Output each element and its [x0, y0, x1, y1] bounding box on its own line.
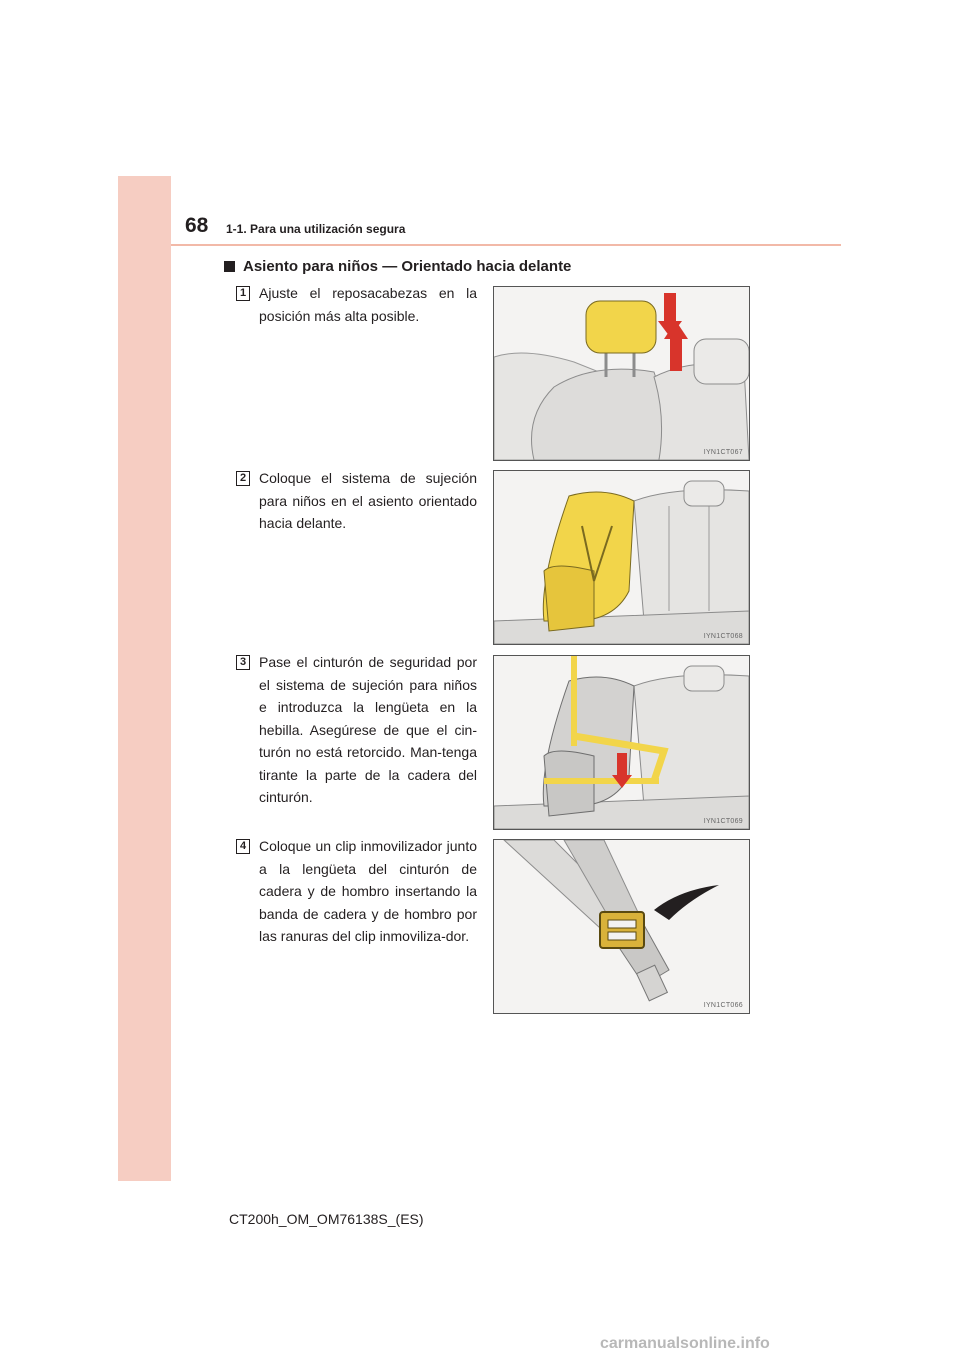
step-4-text: Coloque un clip inmovilizador junto a la lengüeta del cinturón de cadera y de hombro insertando la banda de cadera y de hombro por las ranuras del clip inmoviliza-dor.: [259, 838, 477, 944]
page-number: 68: [185, 214, 209, 237]
section-heading: [224, 258, 571, 275]
step-2-text: Coloque el sistema de sujeción para niños en el asiento orientado hacia delante.: [259, 470, 477, 531]
child-seat-forward-illustration: [494, 471, 749, 644]
figure-child-seat-forward: [493, 470, 750, 645]
watermark: carmanualsonline.info: [600, 1335, 770, 1352]
step-1-badge: 1: [236, 286, 250, 301]
figure-locking-clip: [493, 839, 750, 1014]
figure-code: IYN1CT066: [703, 1002, 743, 1009]
step-4-badge: 4: [236, 839, 250, 854]
step-2-badge: 2: [236, 471, 250, 486]
figure-code: IYN1CT067: [703, 449, 743, 456]
locking-clip-illustration: [494, 840, 749, 1013]
belt-routing-illustration: [494, 656, 749, 829]
chapter-side-band: [118, 176, 171, 1181]
square-bullet-icon: [224, 261, 235, 272]
headrest-raise-illustration: [494, 287, 749, 460]
figure-code: IYN1CT069: [703, 818, 743, 825]
header-rule: [171, 244, 841, 246]
step-1-text: Ajuste el reposacabezas en la posición más alta posible.: [259, 285, 477, 324]
document-code-footer: CT200h_OM_OM76138S_(ES): [229, 1211, 424, 1227]
section-heading-text: Asiento para niños — Orientado hacia delante: [243, 258, 572, 275]
step-3-text: Pase el cinturón de seguridad por el sistema de sujeción para niños e introduzca la lengüeta en la hebilla. Asegúrese de que el cin-turón no está retorcido. Man-tenga tirante la parte de la cadera del cinturón.: [259, 654, 477, 805]
section-title: 1-1. Para una utilización segura: [226, 222, 406, 236]
figure-belt-routing: [493, 655, 750, 830]
figure-code: IYN1CT068: [703, 633, 743, 640]
step-3-badge: 3: [236, 655, 250, 670]
figure-headrest-raise: [493, 286, 750, 461]
